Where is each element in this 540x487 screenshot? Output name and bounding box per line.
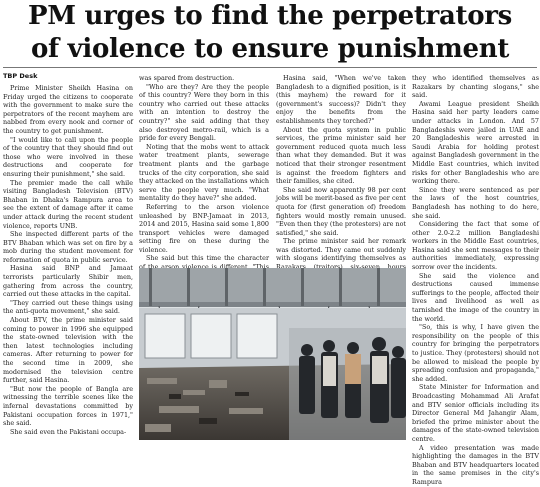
headline bbox=[0, 0, 540, 66]
paragraph: Referring to the arson violence unleashed by BNP-Jamaat in 2013, 2014 and 2015, Hasina said some 1,800 transport vehicles were damaged setting fire on these during the violence. bbox=[139, 202, 269, 254]
news-photo bbox=[139, 268, 406, 440]
article-column-3 bbox=[276, 74, 406, 264]
paragraph: "I would like to call upon the people of the country that they should find out those who were involved in these destructions and cooperate for ensuring their punishment," she said. bbox=[3, 135, 133, 178]
paragraph: State Minister for Information and Broadcasting Mohammad Ali Arafat and BTV senior officials including its Director General Md Jahangir Alam, briefed the prime minister about the damages of the state-owned television centre. bbox=[412, 383, 539, 443]
paragraph: Noting that the mobs went to attack water treatment plants, sewerage treatment plants and the garbage trucks of the city corporation, she said they attacked on the installations which serve the people very much. "What mentality do they have?" she added. bbox=[139, 142, 269, 203]
paragraph: Prime Minister Sheikh Hasina on Friday urged the citizens to cooperate with the government to make sure the perpetrators of the recent mayhem are nabbed from every nook and corner of the country to get punishment. bbox=[3, 84, 133, 135]
paragraph: She said but this time the character bbox=[146, 254, 269, 263]
paragraph: About BTV, the prime minister said coming to power in 1996 she equipped the state-owned television with the then latest technologies including cameras. After returning to power for the second time in 2009, she modernised the television centre further, said Hasina. bbox=[3, 316, 133, 385]
paragraph: She said now apparently 98 per cent jobs will be merit-based as five per cent quota for (first generation of) freedom fighters would mostly remain unused. "Even then they (the protesters) are not satisfied," she said. bbox=[276, 185, 406, 237]
paragraph: About the quota system in public services, the prime minister said her government reduced quota much less than what they demanded. But it was noticed that their stronger resentment is against the freedom fighters and their families, she cited. bbox=[276, 125, 406, 186]
paragraph: She inspected different parts of the BTV Bhaban which was set on fire by a mob during the student movement for reformation of quota in public service. bbox=[3, 230, 133, 264]
paragraph: "But now the people of Bangla are witnessing the terrible scenes like the infernal devastations committed by Pakistani occupation forces in 1971," she said. bbox=[3, 384, 133, 428]
paragraph: She said even the Pakistani occupa- bbox=[10, 427, 127, 436]
paragraph: She said the violence and destructions caused immense sufferings to the people, affected their lives and livelihood as well as tarnished the image of the country in the world. bbox=[412, 271, 539, 323]
paragraph: "Who are they? Are they the people of this country? Were they born in this country who carried out these attacks with an intention to destroy the country?" she said adding that they also destroyed metro-rail, which is a pride for every Bengali. bbox=[139, 82, 269, 143]
paragraph: "So, this is why, I have given the responsibility on the people of this country for bringing the perpetrators to justice. They (protesters) should not be allowed to mislead the people by spreading confusion and propaganda," she added. bbox=[412, 323, 539, 383]
damaged-building-photo bbox=[139, 268, 406, 440]
paragraph: Since they were sentenced as per the laws of the host countries, Bangladesh has nothing to do here, she said. bbox=[412, 185, 539, 220]
paragraph: The premier made the call while visiting Bangladesh Television (BTV) Bhaban in Dhaka's Rampura area to see the extent of damage after it came under attack during the recent student violence, reports UNB. bbox=[3, 178, 133, 230]
paragraph: Considering the fact that some of other 2.0-2.2 million Bangladeshi workers in the Middle East countries, Hasina said she sent messages to their authorities immediately, expressing sorrow over the incidents. bbox=[412, 220, 539, 272]
headline-line-1: PM urges to find the perpetrators bbox=[28, 1, 512, 31]
article-column-2 bbox=[139, 74, 269, 264]
byline: TBP Desk bbox=[3, 72, 38, 80]
paragraph: Awami League president Sheikh Hasina said her party leaders came under attacks in London. And 57 Bangladeshis were jailed in UAE and 20 Bangladeshis were arrested in Saudi Arabia for holding protest against Bangladesh government in the Middle East countries, which invited risks for other Bangladeshis who are working there. bbox=[412, 99, 539, 186]
paragraph: A video presentation was made highlighting the damages in the BTV Bhaban and BTV headquarters located in the same premises in the city's Rampura bbox=[412, 443, 539, 486]
paragraph: "They carried out these things using the anti-quota movement," she said. bbox=[3, 298, 133, 316]
paragraph: Hasina said, "When we've taken Bangladesh to a dignified position, is it (this mayhem) the reward for it (government's success)? Didn't they enjoy the benefits from the establishments they torched?" bbox=[276, 74, 406, 125]
paragraph: was spared from destruction. bbox=[139, 74, 235, 82]
headline-divider bbox=[3, 67, 537, 68]
paragraph: they who identified themselves as Razakars by chanting slogans," she said. bbox=[412, 74, 539, 100]
article-column-1 bbox=[3, 84, 133, 440]
paragraph: Hasina said BNP and Jamaat terrorists particularly Shibir men, gathering from across the country, carried out these attacks in the capital. bbox=[3, 264, 133, 299]
paragraph: The prime minister said her remark was distorted. They came out suddenly with slogans identifying themselves as bbox=[276, 237, 406, 263]
headline-line-2: of violence to ensure punishment bbox=[30, 34, 510, 64]
article-column-4 bbox=[412, 74, 539, 486]
